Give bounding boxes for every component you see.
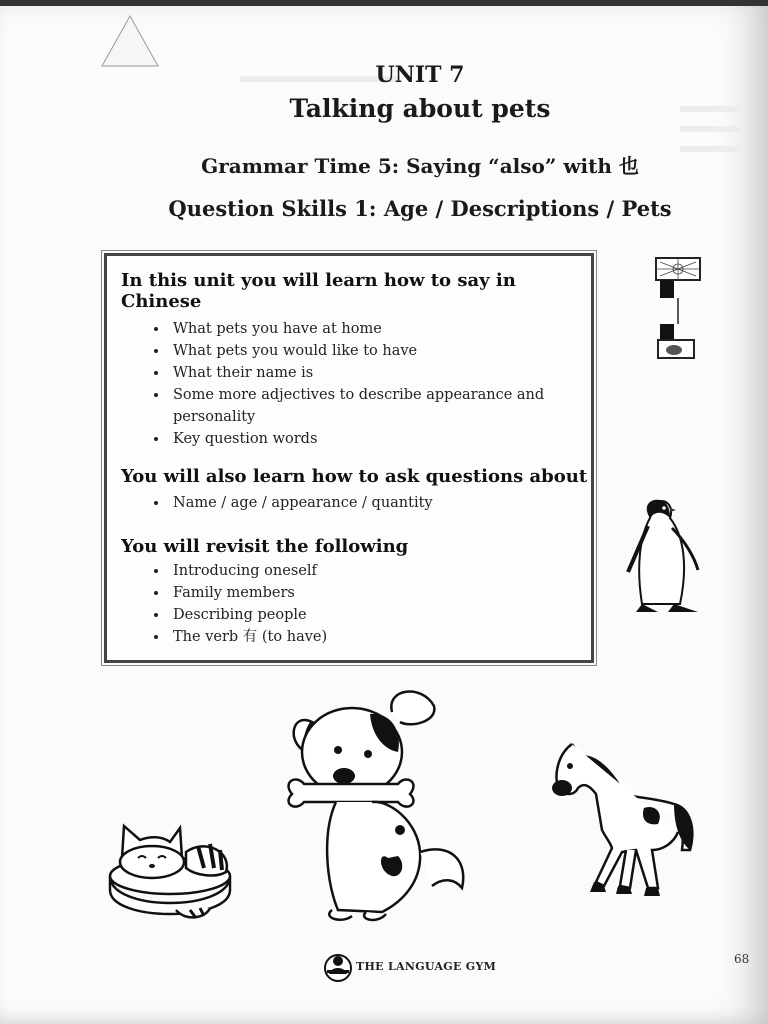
list-item: • Name / age / appearance / quantity [169, 492, 569, 514]
bleed-through [680, 126, 740, 132]
list-item: • Key question words [169, 428, 569, 450]
revisit-heading: You will revisit the following [121, 536, 409, 557]
ask-list [147, 492, 569, 514]
language-gym-logo-icon [323, 950, 353, 984]
horse-illustration [550, 738, 696, 904]
list-item: • Family members [169, 582, 569, 604]
unit-title: Talking about pets [289, 94, 551, 123]
dog-illustration [282, 682, 478, 926]
list-item: • What pets you would like to have [169, 340, 569, 362]
folded-corner [100, 14, 160, 68]
skills-heading: Question Skills 1: Age / Descriptions / Pets [168, 196, 672, 221]
list-item: • Describing people [169, 604, 569, 626]
list-item: • What pets you have at home [169, 318, 569, 340]
penguin-illustration [618, 496, 706, 618]
list-item: • Introducing oneself [169, 560, 569, 582]
revisit-list [147, 560, 569, 648]
list-item: • The verb 有 (to have) [169, 626, 569, 648]
list-item: • What their name is [169, 362, 569, 384]
learning-objectives-box [104, 253, 594, 663]
grammar-heading: Grammar Time 5: Saying “also” with 也 [201, 154, 639, 178]
unit-number: UNIT 7 [375, 62, 465, 88]
textbook-page [0, 6, 768, 1024]
learn-list [147, 318, 569, 450]
list-item: • Some more adjectives to describe appearance and personality [169, 384, 569, 428]
page-number: 68 [734, 952, 750, 966]
ask-heading: You will also learn how to ask questions about [121, 466, 588, 487]
cat-in-basket-illustration [106, 818, 236, 924]
cage-illustration [650, 254, 706, 364]
publisher-name: THE LANGUAGE GYM [356, 960, 497, 973]
learn-heading: In this unit you will learn how to say in Chinese [121, 270, 516, 312]
